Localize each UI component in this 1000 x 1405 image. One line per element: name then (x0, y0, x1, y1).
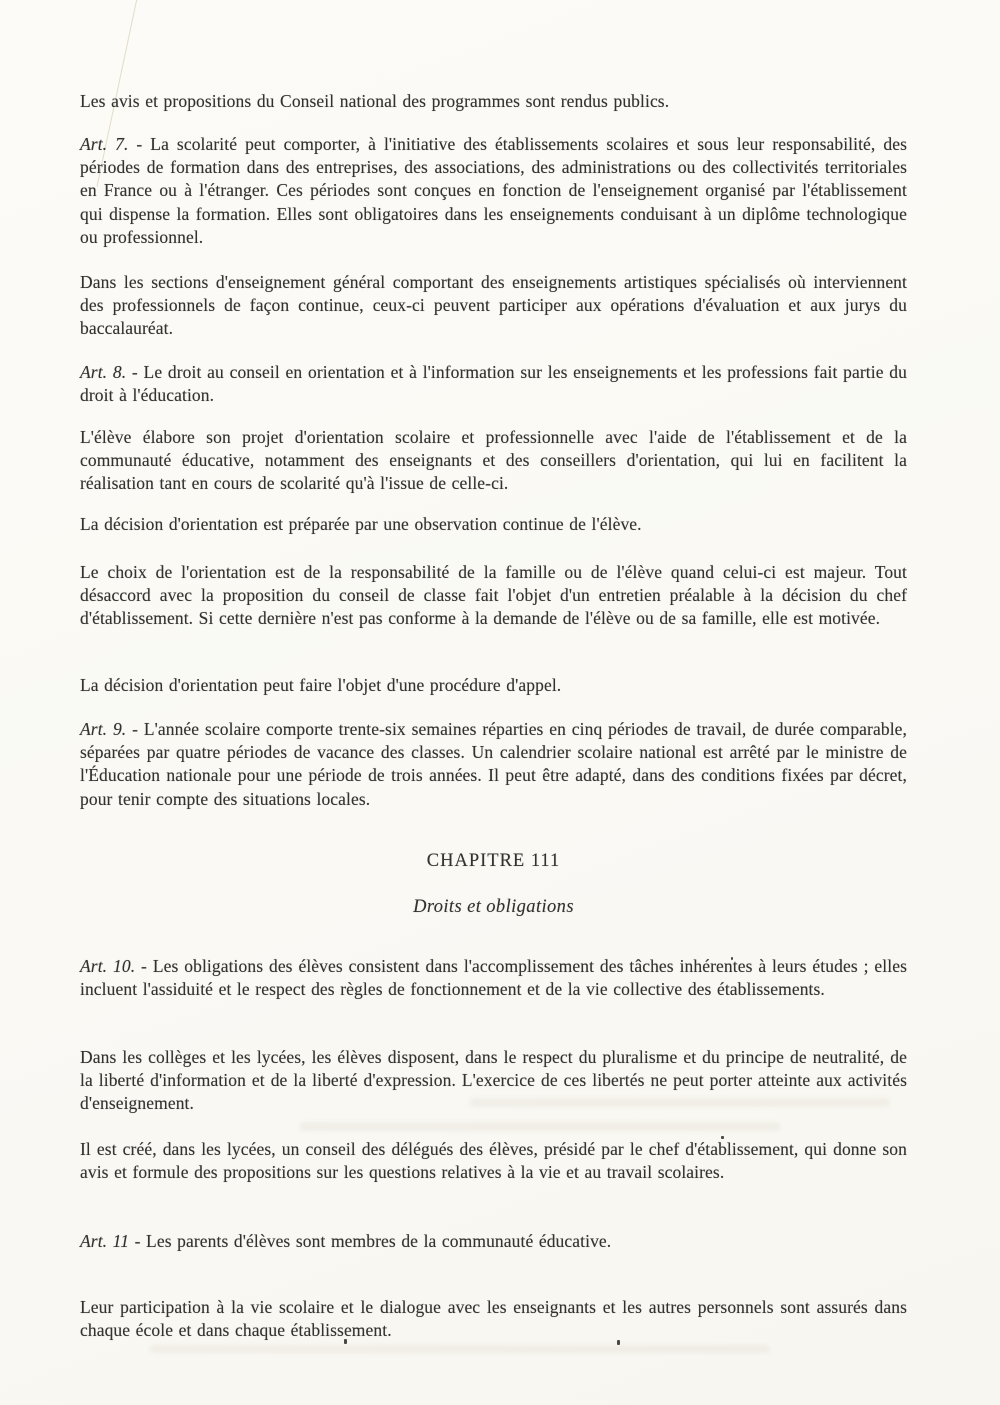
paragraph-text: Leur participation à la vie scolaire et le dialogue avec les enseignants et les autres personnels sont assurés dans chaque école et dans chaque établissement. (80, 1297, 907, 1341)
paragraph-text: Dans les collèges et les lycées, les élèves disposent, dans le respect du pluralisme et du principe de neutralité, de la liberté d'information et de la liberté d'expression. L'exercice de ces libertés ne peut porter atteinte aux activités d'enseignement. (80, 1047, 907, 1114)
paragraph-text: La décision d'orientation est préparée par une observation continue de l'élève. (80, 514, 642, 534)
paragraph-text: L'élève élabore son projet d'orientation scolaire et professionnelle avec l'aide de l'établissement et de la communauté éducative, notamment des enseignants et des conseillers d'orientation, qui lui en facilitent la réalisation tant en cours de scolarité qu'à l'issue de celle-ci. (80, 427, 907, 494)
paragraph-text: - L'année scolaire comporte trente-six semaines réparties en cinq périodes de travail, de durée comparable, séparées par quatre périodes de vacance des classes. Un calendrier scolaire national est arrêté par le ministre de l'Éducation nationale pour une période de trois années. Il peut être adapté, dans des conditions fixées par décret, pour tenir compte des situations locales. (80, 719, 907, 809)
article-10-paragraph (80, 955, 907, 1001)
orientation-decision-paragraph (80, 513, 907, 536)
liberties-paragraph (80, 1046, 907, 1116)
article-lead: Art. 8. (80, 362, 127, 382)
artistic-sections-paragraph (80, 271, 907, 341)
article-lead: Art. 10. (80, 956, 136, 976)
orientation-choice-paragraph (80, 561, 907, 631)
paragraph-text: - Les parents d'élèves sont membres de la communauté éducative. (134, 1231, 612, 1251)
appeal-procedure-paragraph (80, 674, 907, 697)
ink-bleed-through (150, 1345, 770, 1353)
paragraph-text: Les avis et propositions du Conseil national des programmes sont rendus publics. (80, 91, 670, 111)
paragraph-text: La décision d'orientation peut faire l'objet d'une procédure d'appel. (80, 675, 562, 695)
paragraph-text: - Les obligations des élèves consistent dans l'accomplissement des tâches inhérentes à leurs études ; elles incluent l'assiduité et le respect des règles de fonctionnement et de la vie collective des établissements. (80, 956, 907, 1000)
article-9-paragraph (80, 718, 907, 811)
paragraph-text: - La scolarité peut comporter, à l'initiative des établissements scolaires et sous leur responsabilité, des périodes de formation dans des entreprises, des associations, des administrations ou des collectivités territoriales en France ou à l'étranger. Ces périodes sont conçues en fonction de l'enseignement organisé par l'établissement qui dispense la formation. Elles sont obligatoires dans les enseignements conduisant à un diplôme technologique ou professionnel. (80, 134, 907, 247)
chapter-subtitle: Droits et obligations (413, 897, 574, 917)
orientation-project-paragraph (80, 426, 907, 496)
ink-bleed-through (300, 1122, 780, 1131)
article-lead: Art. 11 (80, 1231, 130, 1251)
paragraph-text: - Le droit au conseil en orientation et à l'information sur les enseignements et les professions fait partie du droit à l'éducation. (80, 362, 907, 406)
article-lead: Art. 9. (80, 719, 127, 739)
paragraph-text: Le choix de l'orientation est de la responsabilité de la famille ou de l'élève quand celui-ci est majeur. Tout désaccord avec la proposition du conseil de classe fait l'objet d'un entretien préalable à la décision du chef d'établissement. Si cette dernière n'est pas conforme à la demande de l'élève ou de sa famille, elle est motivée. (80, 562, 907, 629)
parents-participation-paragraph (80, 1296, 907, 1342)
article-lead: Art. 7. (80, 134, 129, 154)
paragraph-text: Il est créé, dans les lycées, un conseil des délégués des élèves, présidé par le chef d'établissement, qui donne son avis et formule des propositions sur les questions relatives à la vie et au travail scolaires. (80, 1139, 907, 1183)
chapter-heading: CHAPITRE 111 (426, 851, 561, 871)
paragraph-text: Dans les sections d'enseignement général comportant des enseignements artistiques spécialisés où interviennent des professionnels de façon continue, ceux-ci peuvent participer aux opérations d'évaluation et aux jurys du baccalauréat. (80, 272, 907, 339)
article-8-paragraph (80, 361, 907, 407)
article-11-paragraph (80, 1230, 907, 1253)
article-7-paragraph (80, 133, 907, 249)
delegates-council-paragraph (80, 1138, 907, 1184)
intro-paragraph (80, 90, 907, 113)
